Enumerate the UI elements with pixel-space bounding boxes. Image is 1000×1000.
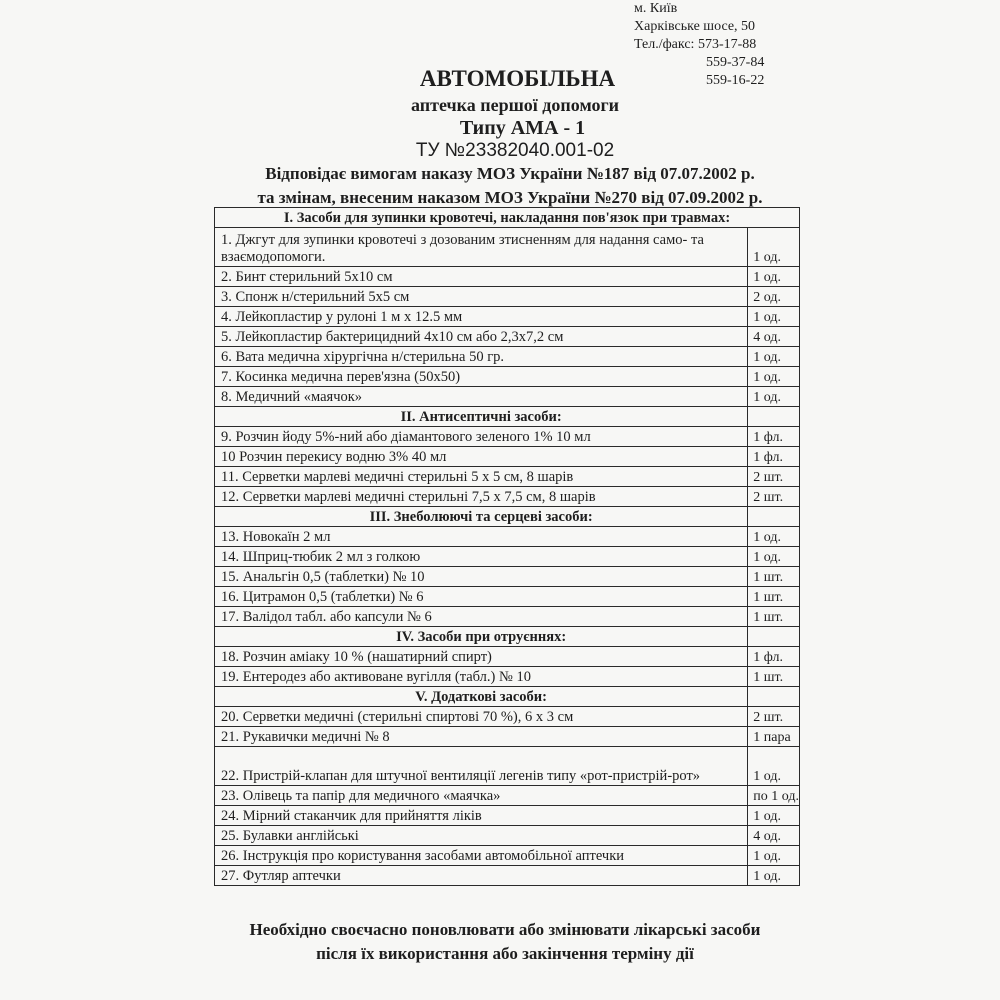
item-name: 3. Спонж н/стерильний 5х5 см bbox=[215, 287, 748, 307]
compliance-note bbox=[210, 162, 810, 210]
item-quantity: 2 шт. bbox=[748, 467, 800, 487]
footer-note bbox=[200, 918, 810, 966]
footer-line-1: Необхідно своєчасно поновлювати або змінювати лікарські засоби bbox=[249, 920, 761, 939]
item-name: 16. Цитрамон 0,5 (таблетки) № 6 bbox=[215, 587, 748, 607]
section-heading-empty-cell bbox=[748, 507, 800, 527]
item-quantity: 1 фл. bbox=[748, 427, 800, 447]
section-header-row bbox=[215, 407, 800, 427]
table-row bbox=[215, 487, 800, 507]
item-quantity: 1 шт. bbox=[748, 607, 800, 627]
table-row bbox=[215, 228, 800, 267]
title-subtitle: аптечка першої допомоги bbox=[410, 95, 620, 115]
item-quantity: 1 од. bbox=[748, 347, 800, 367]
item-quantity: 1 од. bbox=[748, 846, 800, 866]
item-name: 26. Інструкція про користування засобами автомобільної аптечки bbox=[215, 846, 748, 866]
table-row bbox=[215, 587, 800, 607]
item-quantity: 1 од. bbox=[748, 527, 800, 547]
title-type: Типу АМА - 1 bbox=[459, 117, 586, 139]
table-row bbox=[215, 846, 800, 866]
item-name: 24. Мірний стаканчик для прийняття ліків bbox=[215, 806, 748, 826]
item-name: 6. Вата медична хірургічна н/стерильна 50 гр. bbox=[215, 347, 748, 367]
section-heading: І. Засоби для зупинки кровотечі, накладання пов'язок при травмах: bbox=[215, 208, 800, 228]
address-phone: Тел./факс: 573-17-88 bbox=[634, 37, 757, 52]
table-row bbox=[215, 327, 800, 347]
section-header-row bbox=[215, 208, 800, 228]
table-row bbox=[215, 307, 800, 327]
table-row bbox=[215, 607, 800, 627]
item-quantity: 2 од. bbox=[748, 287, 800, 307]
item-name: 7. Косинка медична перев'язна (50х50) bbox=[215, 367, 748, 387]
item-name: 21. Рукавички медичні № 8 bbox=[215, 727, 748, 747]
title-main: АВТОМОБІЛЬНА bbox=[419, 66, 616, 91]
table-row bbox=[215, 287, 800, 307]
address-city: м. Київ bbox=[634, 1, 678, 16]
section-header-row bbox=[215, 627, 800, 647]
item-name: 5. Лейкопластир бактерицидний 4х10 см або 2,3х7,2 см bbox=[215, 327, 748, 347]
item-name: 22. Пристрій-клапан для штучної вентиляції легенів типу «рот-пристрій-рот» bbox=[215, 747, 748, 786]
item-quantity: 1 фл. bbox=[748, 447, 800, 467]
item-quantity: 4 од. bbox=[748, 327, 800, 347]
item-name: 25. Булавки англійські bbox=[215, 826, 748, 846]
table-row bbox=[215, 367, 800, 387]
item-name: 23. Олівець та папір для медичного «маячка» bbox=[215, 786, 748, 806]
compliance-line-1: Відповідає вимогам наказу МОЗ України №187 від 07.07.2002 р. bbox=[265, 164, 755, 183]
item-name: 4. Лейкопластир у рулоні 1 м х 12.5 мм bbox=[215, 307, 748, 327]
table-row bbox=[215, 667, 800, 687]
section-header-row bbox=[215, 687, 800, 707]
section-heading: ІІІ. Знеболюючі та серцеві засоби: bbox=[215, 507, 748, 527]
item-name: 8. Медичний «маячок» bbox=[215, 387, 748, 407]
table-row bbox=[215, 806, 800, 826]
section-header-row bbox=[215, 507, 800, 527]
item-name: 12. Серветки марлеві медичні стерильні 7,5 х 7,5 см, 8 шарів bbox=[215, 487, 748, 507]
title-block bbox=[0, 64, 1000, 162]
item-quantity: 1 фл. bbox=[748, 647, 800, 667]
section-heading: V. Додаткові засоби: bbox=[215, 687, 748, 707]
kit-contents-table bbox=[214, 207, 800, 886]
table-row bbox=[215, 387, 800, 407]
item-name: 14. Шприц-тюбик 2 мл з голкою bbox=[215, 547, 748, 567]
table-row bbox=[215, 747, 800, 786]
item-name: 13. Новокаїн 2 мл bbox=[215, 527, 748, 547]
title-spec: ТУ №23382040.001-02 bbox=[415, 140, 615, 161]
section-heading: IV. Засоби при отруєннях: bbox=[215, 627, 748, 647]
item-quantity: 1 шт. bbox=[748, 667, 800, 687]
table-row bbox=[215, 786, 800, 806]
table-row bbox=[215, 267, 800, 287]
item-quantity: 1 од. bbox=[748, 387, 800, 407]
table-row bbox=[215, 826, 800, 846]
table-row bbox=[215, 707, 800, 727]
table-row bbox=[215, 727, 800, 747]
table-row bbox=[215, 427, 800, 447]
item-quantity: 1 пара bbox=[748, 727, 800, 747]
item-name: 11. Серветки марлеві медичні стерильні 5 х 5 см, 8 шарів bbox=[215, 467, 748, 487]
table-row bbox=[215, 467, 800, 487]
item-quantity: 1 шт. bbox=[748, 587, 800, 607]
section-heading-empty-cell bbox=[748, 407, 800, 427]
table-row bbox=[215, 447, 800, 467]
item-name: 10 Розчин перекису водню 3% 40 мл bbox=[215, 447, 748, 467]
item-quantity: 2 шт. bbox=[748, 487, 800, 507]
item-quantity: 1 од. bbox=[748, 547, 800, 567]
item-name: 18. Розчин аміаку 10 % (нашатирний спирт) bbox=[215, 647, 748, 667]
item-quantity: 4 од. bbox=[748, 826, 800, 846]
item-quantity: 1 од. bbox=[748, 367, 800, 387]
item-quantity: 2 шт. bbox=[748, 707, 800, 727]
table-row bbox=[215, 647, 800, 667]
item-quantity: 1 шт. bbox=[748, 567, 800, 587]
item-name: 1. Джгут для зупинки кровотечі з дозованим зтисненням для надання само- та взаємодопомоги. bbox=[215, 228, 748, 267]
address-phone-2: 559-37-84 bbox=[706, 55, 765, 70]
section-heading-empty-cell bbox=[748, 687, 800, 707]
table-row bbox=[215, 527, 800, 547]
compliance-line-2: та змінам, внесеним наказом МОЗ України №270 від 07.09.2002 р. bbox=[257, 188, 763, 207]
item-quantity: 1 од. bbox=[748, 806, 800, 826]
item-quantity: 1 од. bbox=[748, 267, 800, 287]
address-street: Харківське шосе, 50 bbox=[634, 19, 756, 34]
table-row bbox=[215, 866, 800, 886]
section-heading-empty-cell bbox=[748, 627, 800, 647]
item-quantity: 1 од. bbox=[748, 228, 800, 267]
footer-line-2: після їх використання або закінчення терміну дії bbox=[316, 944, 694, 963]
section-heading: ІІ. Антисептичні засоби: bbox=[215, 407, 748, 427]
table-row bbox=[215, 547, 800, 567]
table-row bbox=[215, 567, 800, 587]
address-phone-3: 559-16-22 bbox=[706, 73, 765, 88]
item-name: 27. Футляр аптечки bbox=[215, 866, 748, 886]
item-name: 2. Бинт стерильний 5х10 см bbox=[215, 267, 748, 287]
item-name: 20. Серветки медичні (стерильні спиртові 70 %), 6 х 3 см bbox=[215, 707, 748, 727]
item-quantity: 1 од. bbox=[748, 747, 800, 786]
item-name: 15. Анальгін 0,5 (таблетки) № 10 bbox=[215, 567, 748, 587]
item-quantity: по 1 од. bbox=[748, 786, 800, 806]
item-quantity: 1 од. bbox=[748, 307, 800, 327]
item-name: 19. Ентеродез або активоване вугілля (табл.) № 10 bbox=[215, 667, 748, 687]
item-name: 9. Розчин йоду 5%-ний або діамантового зеленого 1% 10 мл bbox=[215, 427, 748, 447]
table-row bbox=[215, 347, 800, 367]
item-name: 17. Валідол табл. або капсули № 6 bbox=[215, 607, 748, 627]
item-quantity: 1 од. bbox=[748, 866, 800, 886]
